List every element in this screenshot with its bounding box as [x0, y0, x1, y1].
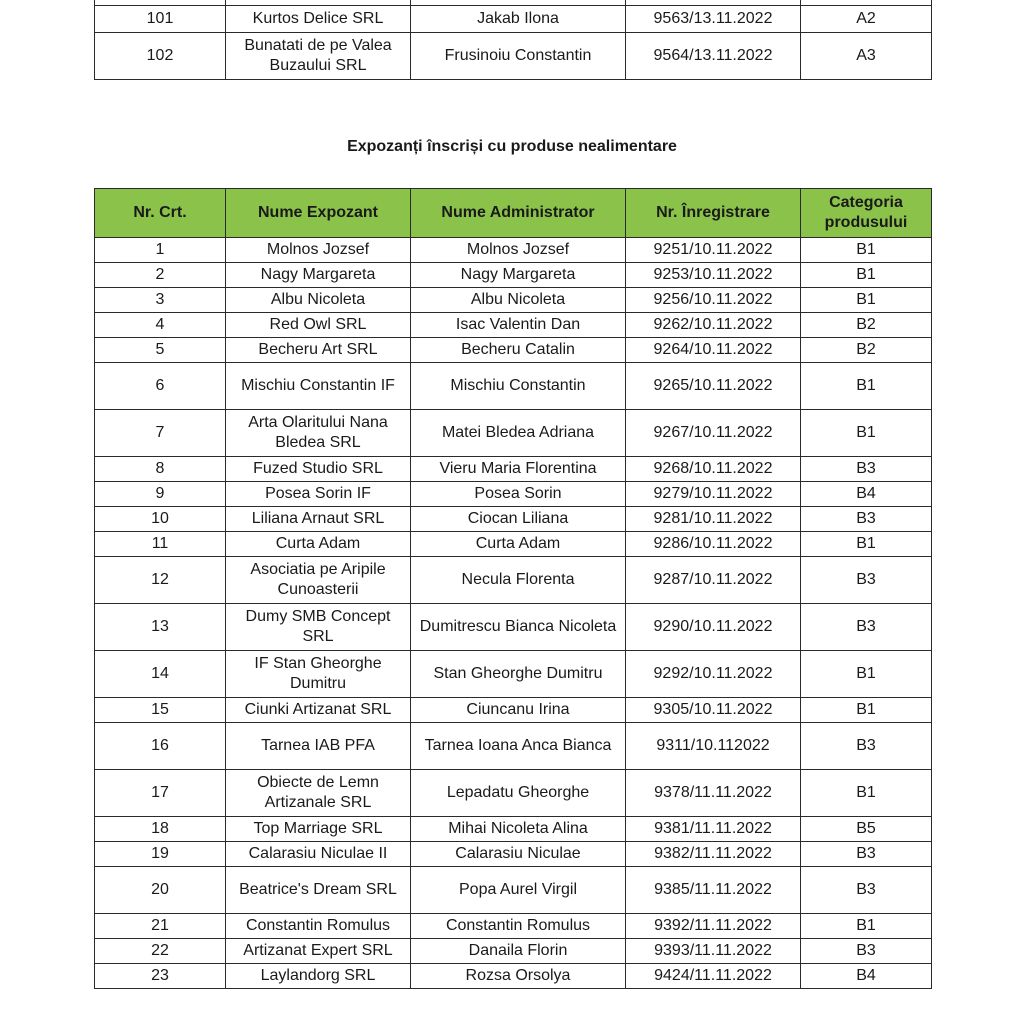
cell-nr: 23 — [95, 964, 226, 989]
cell-administrator: Posea Sorin — [411, 482, 626, 507]
cell-category: B1 — [801, 770, 932, 817]
food-exhibitors-table-continued — [94, 0, 932, 80]
cell-nr: 13 — [95, 604, 226, 651]
cell-administrator: Dumitrescu Bianca Nicoleta — [411, 604, 626, 651]
cell-category: B5 — [801, 817, 932, 842]
table-row — [95, 817, 932, 842]
cell-administrator: Isac Valentin Dan — [411, 313, 626, 338]
cell-administrator: Molnos Jozsef — [411, 238, 626, 263]
cell-registration: 9265/10.11.2022 — [626, 363, 801, 410]
cell-administrator: Ciocan Liliana — [411, 507, 626, 532]
cell-exhibitor: Curta Adam — [226, 532, 411, 557]
cell-category: B3 — [801, 723, 932, 770]
table-row — [95, 338, 932, 363]
cell-category: B3 — [801, 457, 932, 482]
cell-administrator: Stan Gheorghe Dumitru — [411, 651, 626, 698]
cell-exhibitor: Albu Nicoleta — [226, 288, 411, 313]
cell-nr: 14 — [95, 651, 226, 698]
cell-exhibitor: Liliana Arnaut SRL — [226, 507, 411, 532]
cell-registration: 9262/10.11.2022 — [626, 313, 801, 338]
table-row — [95, 482, 932, 507]
cell-administrator: Curta Adam — [411, 532, 626, 557]
cell-category: B1 — [801, 914, 932, 939]
cell-administrator: Popa Aurel Virgil — [411, 867, 626, 914]
cell-nr: 101 — [95, 6, 226, 33]
table-row — [95, 532, 932, 557]
cell-category: A2 — [801, 6, 932, 33]
cell-administrator: Mihai Nicoleta Alina — [411, 817, 626, 842]
header-registration: Nr. Înregistrare — [626, 189, 801, 238]
cell-exhibitor: Molnos Jozsef — [226, 238, 411, 263]
table-row — [95, 723, 932, 770]
cell-administrator: Danaila Florin — [411, 939, 626, 964]
cell-administrator: Constantin Romulus — [411, 914, 626, 939]
cell-exhibitor: Beatrice's Dream SRL — [226, 867, 411, 914]
cell-registration: 9281/10.11.2022 — [626, 507, 801, 532]
header-exhibitor: Nume Expozant — [226, 189, 411, 238]
cell-category: B3 — [801, 842, 932, 867]
table-row — [95, 770, 932, 817]
cell-registration: 9264/10.11.2022 — [626, 338, 801, 363]
table-row — [95, 604, 932, 651]
cell-administrator: Frusinoiu Constantin — [411, 33, 626, 80]
cell-category: B1 — [801, 410, 932, 457]
cell-registration: 9381/11.11.2022 — [626, 817, 801, 842]
cell-nr: 21 — [95, 914, 226, 939]
table-row — [95, 6, 932, 33]
cell-registration: 9393/11.11.2022 — [626, 939, 801, 964]
cell-registration: 9378/11.11.2022 — [626, 770, 801, 817]
cell-category: B2 — [801, 338, 932, 363]
cell-registration: 9267/10.11.2022 — [626, 410, 801, 457]
cell-registration: 9305/10.11.2022 — [626, 698, 801, 723]
cell-category: B1 — [801, 263, 932, 288]
table-row — [95, 263, 932, 288]
cell-administrator: Necula Florenta — [411, 557, 626, 604]
cell-exhibitor: Bunatati de pe Valea Buzaului SRL — [226, 33, 411, 80]
cell-category: B4 — [801, 964, 932, 989]
cell-nr: 18 — [95, 817, 226, 842]
cell-exhibitor: Arta Olaritului Nana Bledea SRL — [226, 410, 411, 457]
table-row — [95, 238, 932, 263]
cell-category: A3 — [801, 33, 932, 80]
cell-exhibitor: Obiecte de Lemn Artizanale SRL — [226, 770, 411, 817]
cell-administrator: Calarasiu Niculae — [411, 842, 626, 867]
cell-nr: 12 — [95, 557, 226, 604]
cell-registration: 9251/10.11.2022 — [626, 238, 801, 263]
cell-exhibitor: Nagy Margareta — [226, 263, 411, 288]
cell-registration: 9424/11.11.2022 — [626, 964, 801, 989]
header-category: Categoria produsului — [801, 189, 932, 238]
cell-nr: 4 — [95, 313, 226, 338]
cell-administrator: Matei Bledea Adriana — [411, 410, 626, 457]
cell-exhibitor: Asociatia pe Aripile Cunoasterii — [226, 557, 411, 604]
cell-registration: 9564/13.11.2022 — [626, 33, 801, 80]
cell-nr: 20 — [95, 867, 226, 914]
cell-registration: 9268/10.11.2022 — [626, 457, 801, 482]
cell-registration: 9382/11.11.2022 — [626, 842, 801, 867]
cell-category: B3 — [801, 939, 932, 964]
cell-registration: 9256/10.11.2022 — [626, 288, 801, 313]
cell-category: B1 — [801, 238, 932, 263]
cell-registration: 9253/10.11.2022 — [626, 263, 801, 288]
cell-administrator: Mischiu Constantin — [411, 363, 626, 410]
cell-nr: 19 — [95, 842, 226, 867]
header-nr: Nr. Crt. — [95, 189, 226, 238]
cell-exhibitor: Laylandorg SRL — [226, 964, 411, 989]
table-row — [95, 457, 932, 482]
table-row — [95, 33, 932, 80]
cell-nr: 102 — [95, 33, 226, 80]
cell-administrator: Tarnea Ioana Anca Bianca — [411, 723, 626, 770]
cell-nr: 7 — [95, 410, 226, 457]
cell-category: B3 — [801, 507, 932, 532]
table-row — [95, 651, 932, 698]
cell-administrator: Albu Nicoleta — [411, 288, 626, 313]
cell-administrator: Becheru Catalin — [411, 338, 626, 363]
cell-registration: 9311/10.112022 — [626, 723, 801, 770]
table-row — [95, 410, 932, 457]
cell-nr: 5 — [95, 338, 226, 363]
cell-exhibitor: Dumy SMB Concept SRL — [226, 604, 411, 651]
cell-category: B3 — [801, 867, 932, 914]
cell-nr: 6 — [95, 363, 226, 410]
cell-category: B4 — [801, 482, 932, 507]
table-header-row — [95, 189, 932, 238]
cell-nr: 17 — [95, 770, 226, 817]
cell-category: B1 — [801, 651, 932, 698]
cell-administrator: Ciuncanu Irina — [411, 698, 626, 723]
cell-exhibitor: Mischiu Constantin IF — [226, 363, 411, 410]
cell-exhibitor: Fuzed Studio SRL — [226, 457, 411, 482]
cell-registration: 9287/10.11.2022 — [626, 557, 801, 604]
cell-category: B1 — [801, 363, 932, 410]
section-title: Expozanți înscriși cu produse nealimentare — [347, 138, 677, 155]
cell-registration: 9563/13.11.2022 — [626, 6, 801, 33]
cell-nr: 1 — [95, 238, 226, 263]
table-row — [95, 313, 932, 338]
cell-category: B1 — [801, 698, 932, 723]
cell-category: B2 — [801, 313, 932, 338]
cell-registration: 9392/11.11.2022 — [626, 914, 801, 939]
cell-administrator: Rozsa Orsolya — [411, 964, 626, 989]
cell-nr: 15 — [95, 698, 226, 723]
table-row — [95, 557, 932, 604]
header-administrator: Nume Administrator — [411, 189, 626, 238]
non-food-exhibitors-table — [94, 188, 932, 989]
cell-nr: 16 — [95, 723, 226, 770]
table-row — [95, 867, 932, 914]
cell-administrator: Vieru Maria Florentina — [411, 457, 626, 482]
cell-nr: 10 — [95, 507, 226, 532]
table-row — [95, 288, 932, 313]
cell-exhibitor: Tarnea IAB PFA — [226, 723, 411, 770]
cell-exhibitor: Becheru Art SRL — [226, 338, 411, 363]
cell-registration: 9290/10.11.2022 — [626, 604, 801, 651]
cell-exhibitor: Calarasiu Niculae II — [226, 842, 411, 867]
cell-exhibitor: IF Stan Gheorghe Dumitru — [226, 651, 411, 698]
cell-category: B1 — [801, 532, 932, 557]
table-row — [95, 964, 932, 989]
cell-nr: 3 — [95, 288, 226, 313]
cell-registration: 9286/10.11.2022 — [626, 532, 801, 557]
cell-exhibitor: Artizanat Expert SRL — [226, 939, 411, 964]
cell-registration: 9385/11.11.2022 — [626, 867, 801, 914]
cell-exhibitor: Red Owl SRL — [226, 313, 411, 338]
cell-nr: 8 — [95, 457, 226, 482]
cell-administrator: Jakab Ilona — [411, 6, 626, 33]
cell-administrator: Nagy Margareta — [411, 263, 626, 288]
table-row — [95, 507, 932, 532]
cell-registration: 9292/10.11.2022 — [626, 651, 801, 698]
cell-exhibitor: Ciunki Artizanat SRL — [226, 698, 411, 723]
cell-registration: 9279/10.11.2022 — [626, 482, 801, 507]
cell-category: B3 — [801, 557, 932, 604]
cell-nr: 22 — [95, 939, 226, 964]
table-row — [95, 939, 932, 964]
cell-nr: 9 — [95, 482, 226, 507]
cell-administrator: Lepadatu Gheorghe — [411, 770, 626, 817]
cell-nr: 2 — [95, 263, 226, 288]
cell-category: B1 — [801, 288, 932, 313]
cell-exhibitor: Top Marriage SRL — [226, 817, 411, 842]
cell-nr: 11 — [95, 532, 226, 557]
table-row — [95, 914, 932, 939]
table-row — [95, 363, 932, 410]
table-row — [95, 698, 932, 723]
cell-exhibitor: Posea Sorin IF — [226, 482, 411, 507]
cell-category: B3 — [801, 604, 932, 651]
cell-exhibitor: Kurtos Delice SRL — [226, 6, 411, 33]
cell-exhibitor: Constantin Romulus — [226, 914, 411, 939]
table-row — [95, 842, 932, 867]
